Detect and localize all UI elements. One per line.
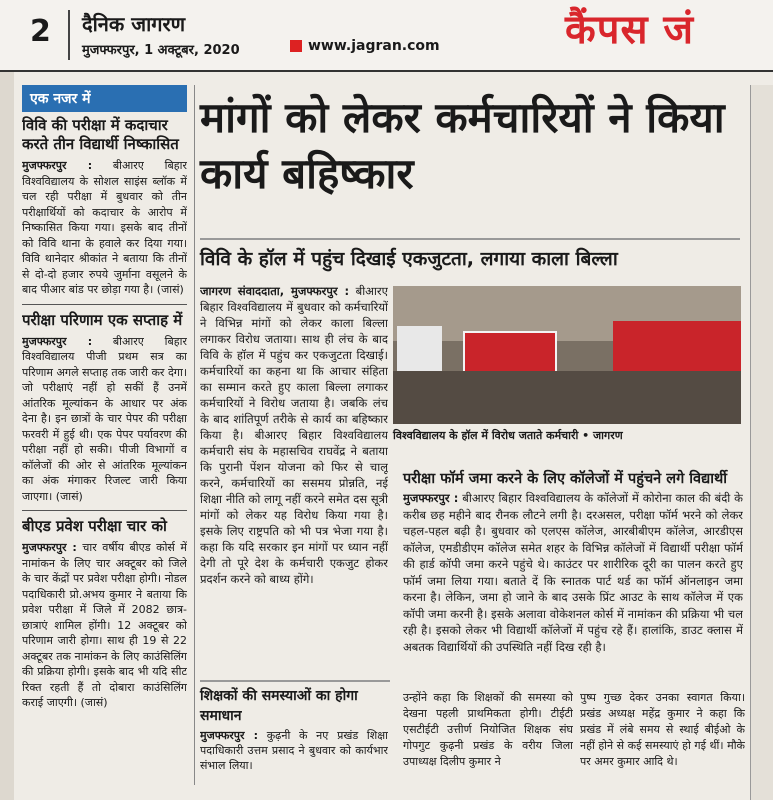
story3-body-continued-1: उन्होंने कहा कि शिक्षकों की समस्या को देखना पहली प्राथमिकता होगी। टीईटी एसटीईटी उत्तीर्ण नियोजित शिक्षक संघ गोपगुट कुढ़नी प्रखंड के वरीय जिला उपाध्यक्ष दिलीप कुमार ने <box>403 691 573 768</box>
story3-body: मुजफ्फरपुर : कुढ़नी के नए प्रखंड शिक्षा पदाधिकारी उत्तम प्रसाद ने बुधवार को कार्यभार संभाल लिया। <box>200 729 388 772</box>
divider <box>22 304 187 305</box>
website <box>290 38 440 54</box>
masthead: दैनिक जागरण <box>82 12 186 36</box>
divider <box>22 510 187 511</box>
brief3-body: मुजफ्फरपुर : चार वर्षीय बीएड कोर्स में नामांकन के लिए चार अक्टूबर को जिले के चार केंद्रों पर प्रवेश परीक्षा होगी। नोडल पदाधिकारी प्रो.अभय कुमार ने बताया कि प्रवेश परीक्षा में जिले में 2082 छात्र-छात्राएं शामिल होंगी। 12 अक्टूबर को परिणाम जारी होगा। साथ ही 19 से 22 अक्टूबर तक नामांकन के लिए काउंसिलिंग की प्रक्रिया होगी। इसके बाद भी यदि सीट रिक्त रहती हैं तो दोबारा काउंसिलिंग कराई जाएगी। (जासं) <box>22 541 187 709</box>
website-text: www.jagran.com <box>308 38 440 54</box>
brief1-headline: विवि की परीक्षा में कदाचार करते तीन विद्यार्थी निष्कासित <box>22 116 179 153</box>
main-story: जागरण संवाददाता, मुजफ्फरपुर : बीआरए बिहार विश्वविद्यालय में बुधवार को कर्मचारियों ने विभिन्न मांगों को लेकर काला बिल्ला लगाकर विरोध जताया। साथ ही लंच के बाद विवि के हॉल में पहुंच कर एकजुटता दिखाई। कर्मचारियों का कहना था कि आचार संहिता का सम्मान करते हुए काला बिल्ला लगाकर कर्मचारियों ने विरोध जताया है। जबकि लंच के बाद शांतिपूर्ण तरीके से कार्य का बहिष्कार किया है। बीआरए बिहार विश्वविद्यालय कर्मचारी संघ के महासचिव राघवेंद्र ने बताया कि पुरानी पेंशन योजना को फिर से चालू करने, कर्मचारियों का ससमय प्रोन्नति, नई शिक्षा नीति को लागू नहीं करने समेत दस सूत्री मांगों को लेकर यह विरोध किया गया है। इसके लिए राष्ट्रपति को भी पत्र भेजा गया है। कहा कि यदि सरकार इन मांगों पर ध्यान नहीं देगी तो पूरे देश के कर्मचारी एकजुट होकर प्रदर्शन करने को बाध्य होंगे। <box>200 284 388 586</box>
main-subhead: विवि के हॉल में पहुंच दिखाई एकजुटता, लगाया काला बिल्ला <box>200 238 740 272</box>
page-header <box>0 0 773 72</box>
right-page-edge <box>750 85 773 800</box>
story2-body: मुजफ्फरपुर : बीआरए बिहार विश्वविद्यालय के कॉलेजों में कोरोना काल की बंदी के करीब छह महीने बाद रौनक लौटने लगी है। दरअसल, परीक्षा फॉर्म भरने को लेकर चहल-पहल बढ़ी है। बुधवार को एलएस कॉलेज, आरबीबीएम कॉलेज, आरडीएस कॉलेज, एमडीडीएम कॉलेज समेत शहर के विभिन्न कॉलेजों में विद्यार्थी परीक्षा फॉर्म की हार्ड कॉपी जमा करने पहुंचे थे। काउंटर पर शारीरिक दूरी का पालन करते हुए फॉर्म जमा लिया गया। बताते दें कि स्नातक पार्ट थर्ड का फॉर्म ऑनलाइन जमा करना है। लेकिन, जमा हो जाने के बाद उसके प्रिंट आउट के साथ कॉलेज में एक कॉपी जमा करनी है। इसके अलावा वोकेशनल कोर्स में नामांकन की प्रक्रिया भी चल रही है। इसको लेकर भी विद्यार्थी कॉलेजों में पहुंच रहे हैं। हालांकि, डाउट क्लास में अबतक विद्यार्थियों की उपस्थिति नहीं दिख रही है। <box>403 491 743 654</box>
brief1-body: मुजफ्फरपुर : बीआरए बिहार विश्वविद्यालय के सोशल साइंस ब्लॉक में चल रही परीक्षा में बुधवार को तीन परीक्षार्थियों को कदाचार के आरोप में निष्कासित किया गया। इसके बाद तीनों को विवि थाना के हवाले कर दिया गया। विवि थानेदार श्रीकांत ने बताया कि तीनों से दो-दो हजार रुपये जुर्माना वसूलने के बाद पीआर बांड पर छोड़ा गया है। (जासं) <box>22 159 187 296</box>
protest-photo <box>393 286 741 424</box>
briefs-column <box>22 85 187 785</box>
brief2-headline: परीक्षा परिणाम एक सप्ताह में <box>22 310 183 329</box>
left-page-edge <box>0 70 14 800</box>
column-separator <box>194 85 195 785</box>
jagran-logo-icon <box>290 40 302 52</box>
header-divider <box>68 10 70 60</box>
page-number: 2 <box>30 14 51 49</box>
brief2-body: मुजफ्फरपुर : बीआरए बिहार विश्वविद्यालय पीजी प्रथम सत्र का परिणाम अगले सप्ताह तक जारी कर देगा। जो परीक्षाएं नहीं हो सकीं हैं उनमें आंतरिक मूल्यांकन के आधार पर अंक देना है। इन छात्रों के चार पेपर की परीक्षा फरवरी में हुई थी। एक पेपर पर्यावरण की परीक्षा नहीं हो सकी। पीजी विभागों व कॉलेजों की ओर से आंतरिक मूल्यांकन का अंक मंगाकर रिजल्ट जारी किया जाएगा। (जासं) <box>22 334 187 503</box>
header-dateline: मुजफ्फरपुर, 1 अक्टूबर, 2020 <box>82 43 240 58</box>
photo-caption: विश्वविद्यालय के हॉल में विरोध जताते कर्मचारी • जागरण <box>393 429 623 442</box>
story2-headline: परीक्षा फॉर्म जमा करने के लिए कॉलेजों में पहुंचने लगे विद्यार्थी <box>403 471 728 487</box>
section-title: कैंपस जं <box>565 7 695 53</box>
story3-headline: शिक्षकों की समस्याओं का होगा समाधान <box>200 680 390 726</box>
story3-body-continued-2: पुष्प गुच्छ देकर उनका स्वागत किया। प्रखंड अध्यक्ष महेंद्र कुमार ने कहा कि प्रखंड में लंबे समय से स्थाई बीईओ के नहीं होने से कई समस्याएं हो गई थीं। मौके पर अमर कुमार आदि थे। <box>580 691 745 768</box>
briefs-tag: एक नजर में <box>22 85 187 112</box>
main-headline: मांगों को लेकर कर्मचारियों ने किया कार्य बहिष्कार <box>200 93 725 198</box>
brief3-headline: बीएड प्रवेश परीक्षा चार को <box>22 517 167 535</box>
